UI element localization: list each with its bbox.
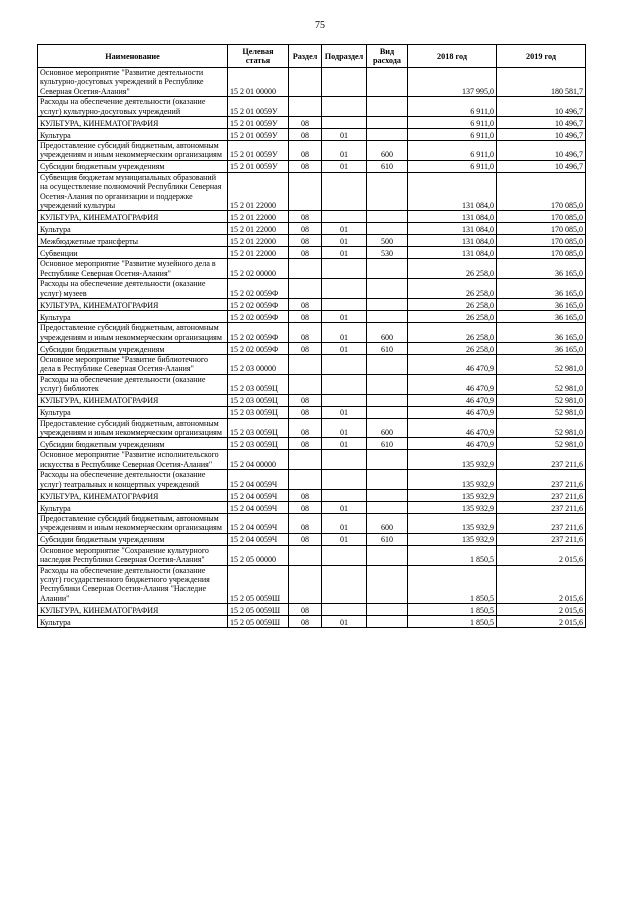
row-value-2018: 26 258,0: [408, 279, 497, 299]
row-value-2018: 135 932,9: [408, 501, 497, 513]
row-section: 08: [289, 247, 322, 259]
row-article: 15 2 03 0059Ц: [228, 406, 289, 418]
row-section: 08: [289, 342, 322, 354]
row-expense-type: 600: [367, 418, 408, 438]
table-row: [38, 247, 586, 259]
row-name: Субвенция бюджетам муниципальных образований на осуществление полномочий Республики Северная Осетия-Алания по организации и поддержке учреждений культуры: [38, 172, 228, 211]
row-value-2019: 10 496,7: [497, 117, 586, 129]
row-name: Основное мероприятие "Сохранение культурного наследия Республики Северная Осетия-Алания": [38, 545, 228, 565]
row-section: 08: [289, 489, 322, 501]
row-name: Основное мероприятие "Развитие библиотечного дела в Республике Северная Осетия-Алания": [38, 354, 228, 374]
row-subsection: [322, 489, 367, 501]
row-section: 08: [289, 141, 322, 161]
row-section: 08: [289, 406, 322, 418]
row-expense-type: 600: [367, 513, 408, 533]
table-row: [38, 311, 586, 323]
row-section: 08: [289, 418, 322, 438]
table-row: [38, 354, 586, 374]
table-row: [38, 533, 586, 545]
row-section: 08: [289, 616, 322, 628]
row-value-2018: 46 470,9: [408, 394, 497, 406]
table-row: [38, 545, 586, 565]
row-value-2018: 26 258,0: [408, 259, 497, 279]
row-value-2019: 237 211,6: [497, 513, 586, 533]
row-value-2019: 52 981,0: [497, 374, 586, 394]
row-section: 08: [289, 394, 322, 406]
row-article: 15 2 01 0059У: [228, 117, 289, 129]
table-row: [38, 513, 586, 533]
table-row: [38, 489, 586, 501]
row-section: 08: [289, 311, 322, 323]
row-expense-type: 600: [367, 323, 408, 343]
row-subsection: [322, 259, 367, 279]
row-subsection: [322, 394, 367, 406]
row-subsection: 01: [322, 616, 367, 628]
row-value-2018: 6 911,0: [408, 117, 497, 129]
header-row: [38, 45, 586, 68]
row-expense-type: 600: [367, 141, 408, 161]
row-section: 08: [289, 323, 322, 343]
row-section: [289, 354, 322, 374]
row-value-2019: 36 165,0: [497, 259, 586, 279]
table-row: [38, 279, 586, 299]
table-row: [38, 406, 586, 418]
row-value-2018: 131 084,0: [408, 247, 497, 259]
row-section: [289, 565, 322, 604]
row-section: [289, 470, 322, 490]
row-name: КУЛЬТУРА, КИНЕМАТОГРАФИЯ: [38, 211, 228, 223]
row-section: 08: [289, 235, 322, 247]
col-header-2018: 2018 год: [408, 45, 497, 68]
row-article: 15 2 02 0059Ф: [228, 323, 289, 343]
row-subsection: [322, 172, 367, 211]
row-section: [289, 68, 322, 97]
table-row: [38, 68, 586, 97]
row-expense-type: [367, 394, 408, 406]
row-name: Культура: [38, 616, 228, 628]
row-name: Субсидии бюджетным учреждениям: [38, 160, 228, 172]
row-expense-type: [367, 117, 408, 129]
row-article: 15 2 02 0059Ф: [228, 311, 289, 323]
row-expense-type: [367, 604, 408, 616]
row-expense-type: [367, 172, 408, 211]
row-article: 15 2 02 0059Ф: [228, 279, 289, 299]
row-name: Культура: [38, 501, 228, 513]
row-article: 15 2 01 22000: [228, 247, 289, 259]
row-subsection: [322, 68, 367, 97]
row-value-2019: 52 981,0: [497, 354, 586, 374]
row-subsection: 01: [322, 323, 367, 343]
table-row: [38, 374, 586, 394]
row-value-2019: 10 496,7: [497, 141, 586, 161]
row-expense-type: [367, 299, 408, 311]
row-expense-type: 610: [367, 533, 408, 545]
row-article: 15 2 01 0059У: [228, 97, 289, 117]
row-name: Культура: [38, 223, 228, 235]
row-section: [289, 172, 322, 211]
row-subsection: 01: [322, 342, 367, 354]
row-value-2019: 36 165,0: [497, 299, 586, 311]
row-value-2018: 6 911,0: [408, 141, 497, 161]
row-value-2019: 36 165,0: [497, 342, 586, 354]
row-expense-type: [367, 616, 408, 628]
row-article: 15 2 04 0059Ч: [228, 533, 289, 545]
row-expense-type: [367, 97, 408, 117]
row-name: Культура: [38, 129, 228, 141]
row-subsection: 01: [322, 235, 367, 247]
row-subsection: [322, 354, 367, 374]
row-value-2018: 6 911,0: [408, 160, 497, 172]
row-section: 08: [289, 513, 322, 533]
row-article: 15 2 01 22000: [228, 235, 289, 247]
page-number: 75: [315, 20, 325, 31]
row-article: 15 2 02 0059Ф: [228, 342, 289, 354]
row-expense-type: [367, 259, 408, 279]
row-article: 15 2 02 0059Ф: [228, 299, 289, 311]
row-value-2019: 170 085,0: [497, 235, 586, 247]
row-value-2019: 36 165,0: [497, 323, 586, 343]
row-subsection: [322, 279, 367, 299]
col-header-name: Наименование: [38, 45, 228, 68]
table-row: [38, 129, 586, 141]
row-value-2019: 36 165,0: [497, 311, 586, 323]
table-row: [38, 418, 586, 438]
row-value-2018: 135 932,9: [408, 513, 497, 533]
row-subsection: 01: [322, 513, 367, 533]
row-article: 15 2 01 22000: [228, 172, 289, 211]
row-article: 15 2 01 0059У: [228, 129, 289, 141]
row-subsection: 01: [322, 311, 367, 323]
row-value-2019: 52 981,0: [497, 418, 586, 438]
row-article: 15 2 01 00000: [228, 68, 289, 97]
row-subsection: [322, 450, 367, 470]
row-expense-type: [367, 545, 408, 565]
row-value-2018: 131 084,0: [408, 235, 497, 247]
row-subsection: [322, 97, 367, 117]
table-row: [38, 438, 586, 450]
row-value-2018: 46 470,9: [408, 418, 497, 438]
row-subsection: [322, 211, 367, 223]
table-row: [38, 223, 586, 235]
row-value-2018: 1 850,5: [408, 565, 497, 604]
row-section: [289, 279, 322, 299]
row-value-2019: 10 496,7: [497, 129, 586, 141]
row-name: КУЛЬТУРА, КИНЕМАТОГРАФИЯ: [38, 489, 228, 501]
row-value-2018: 135 932,9: [408, 470, 497, 490]
row-name: Предоставление субсидий бюджетным, автономным учреждениям и иным некоммерческим организациям: [38, 323, 228, 343]
col-header-expense-type: Вид расхода: [367, 45, 408, 68]
row-value-2018: 26 258,0: [408, 323, 497, 343]
row-name: Расходы на обеспечение деятельности (оказание услуг) государственного бюджетного учреждения Республики Северная Осетия-Алания "Наследие Алании": [38, 565, 228, 604]
row-value-2019: 36 165,0: [497, 279, 586, 299]
row-value-2018: 1 850,5: [408, 604, 497, 616]
table-row: [38, 604, 586, 616]
row-name: Расходы на обеспечение деятельности (оказание услуг) культурно-досуговых учреждений: [38, 97, 228, 117]
row-expense-type: [367, 311, 408, 323]
table-row: [38, 97, 586, 117]
table-row: [38, 117, 586, 129]
row-name: КУЛЬТУРА, КИНЕМАТОГРАФИЯ: [38, 394, 228, 406]
row-value-2019: 170 085,0: [497, 172, 586, 211]
row-expense-type: [367, 374, 408, 394]
row-name: Предоставление субсидий бюджетным, автономным учреждениям и иным некоммерческим организациям: [38, 141, 228, 161]
row-value-2018: 1 850,5: [408, 545, 497, 565]
row-value-2018: 26 258,0: [408, 311, 497, 323]
col-header-section: Раздел: [289, 45, 322, 68]
row-subsection: [322, 299, 367, 311]
row-subsection: 01: [322, 223, 367, 235]
row-subsection: 01: [322, 438, 367, 450]
row-article: 15 2 01 22000: [228, 211, 289, 223]
row-value-2018: 6 911,0: [408, 129, 497, 141]
row-value-2018: 1 850,5: [408, 616, 497, 628]
row-subsection: 01: [322, 129, 367, 141]
row-expense-type: 530: [367, 247, 408, 259]
row-value-2019: 52 981,0: [497, 438, 586, 450]
row-section: 08: [289, 533, 322, 545]
row-expense-type: [367, 489, 408, 501]
row-value-2019: 2 015,6: [497, 565, 586, 604]
row-value-2018: 46 470,9: [408, 354, 497, 374]
row-value-2019: 10 496,7: [497, 97, 586, 117]
row-expense-type: [367, 501, 408, 513]
row-article: 15 2 05 0059Ш: [228, 565, 289, 604]
row-expense-type: [367, 279, 408, 299]
row-expense-type: 610: [367, 160, 408, 172]
col-header-subsection: Подраздел: [322, 45, 367, 68]
budget-table: [37, 44, 586, 628]
col-header-article: Целевая статья: [228, 45, 289, 68]
row-value-2019: 237 211,6: [497, 501, 586, 513]
row-expense-type: [367, 223, 408, 235]
row-subsection: 01: [322, 533, 367, 545]
row-article: 15 2 05 0059Ш: [228, 616, 289, 628]
row-value-2019: 237 211,6: [497, 489, 586, 501]
table-row: [38, 450, 586, 470]
table-row: [38, 160, 586, 172]
row-expense-type: [367, 129, 408, 141]
row-value-2019: 52 981,0: [497, 406, 586, 418]
row-expense-type: [367, 565, 408, 604]
row-expense-type: [367, 211, 408, 223]
row-section: [289, 450, 322, 470]
row-subsection: [322, 604, 367, 616]
row-section: [289, 259, 322, 279]
table-row: [38, 211, 586, 223]
row-value-2018: 26 258,0: [408, 299, 497, 311]
row-value-2018: 6 911,0: [408, 97, 497, 117]
row-subsection: [322, 117, 367, 129]
row-article: 15 2 04 00000: [228, 450, 289, 470]
row-section: 08: [289, 438, 322, 450]
row-value-2019: 10 496,7: [497, 160, 586, 172]
row-article: 15 2 03 00000: [228, 354, 289, 374]
row-name: Расходы на обеспечение деятельности (оказание услуг) музеев: [38, 279, 228, 299]
row-article: 15 2 03 0059Ц: [228, 374, 289, 394]
row-section: 08: [289, 501, 322, 513]
row-subsection: [322, 565, 367, 604]
row-name: Основное мероприятие "Развитие исполнительского искусства в Республике Северная Осетия-Алания": [38, 450, 228, 470]
row-value-2019: 237 211,6: [497, 450, 586, 470]
row-expense-type: 610: [367, 342, 408, 354]
row-section: 08: [289, 117, 322, 129]
row-section: [289, 97, 322, 117]
row-value-2018: 135 932,9: [408, 489, 497, 501]
row-subsection: [322, 374, 367, 394]
row-name: КУЛЬТУРА, КИНЕМАТОГРАФИЯ: [38, 604, 228, 616]
row-article: 15 2 03 0059Ц: [228, 438, 289, 450]
row-value-2018: 131 084,0: [408, 211, 497, 223]
table-row: [38, 342, 586, 354]
row-name: Расходы на обеспечение деятельности (оказание услуг) театральных и концертных учреждений: [38, 470, 228, 490]
row-name: Субсидии бюджетным учреждениям: [38, 533, 228, 545]
table-row: [38, 172, 586, 211]
row-name: Культура: [38, 406, 228, 418]
row-expense-type: [367, 450, 408, 470]
row-subsection: 01: [322, 141, 367, 161]
row-subsection: 01: [322, 501, 367, 513]
row-value-2019: 170 085,0: [497, 223, 586, 235]
row-article: 15 2 01 0059У: [228, 141, 289, 161]
row-name: КУЛЬТУРА, КИНЕМАТОГРАФИЯ: [38, 117, 228, 129]
row-expense-type: [367, 470, 408, 490]
row-article: 15 2 01 22000: [228, 223, 289, 235]
row-value-2019: 2 015,6: [497, 545, 586, 565]
row-article: 15 2 03 0059Ц: [228, 418, 289, 438]
row-value-2019: 170 085,0: [497, 211, 586, 223]
row-subsection: 01: [322, 160, 367, 172]
row-section: 08: [289, 604, 322, 616]
row-expense-type: [367, 68, 408, 97]
row-value-2019: 237 211,6: [497, 470, 586, 490]
row-expense-type: 500: [367, 235, 408, 247]
table-body: [38, 68, 586, 628]
table-row: [38, 323, 586, 343]
row-section: [289, 374, 322, 394]
table-row: [38, 394, 586, 406]
row-value-2018: 46 470,9: [408, 406, 497, 418]
row-article: 15 2 03 0059Ц: [228, 394, 289, 406]
row-subsection: 01: [322, 418, 367, 438]
row-expense-type: 610: [367, 438, 408, 450]
row-subsection: [322, 545, 367, 565]
row-expense-type: [367, 354, 408, 374]
row-section: [289, 545, 322, 565]
table-row: [38, 470, 586, 490]
row-value-2018: 46 470,9: [408, 438, 497, 450]
row-value-2018: 135 932,9: [408, 450, 497, 470]
row-subsection: [322, 470, 367, 490]
table-row: [38, 299, 586, 311]
row-article: 15 2 04 0059Ч: [228, 489, 289, 501]
table-row: [38, 259, 586, 279]
row-name: Основное мероприятие "Развитие деятельности культурно-досуговых учреждений в Республике Северная Осетия-Алания": [38, 68, 228, 97]
row-subsection: 01: [322, 406, 367, 418]
row-value-2019: 2 015,6: [497, 604, 586, 616]
table-row: [38, 141, 586, 161]
row-name: Субвенции: [38, 247, 228, 259]
row-section: 08: [289, 129, 322, 141]
row-article: 15 2 01 0059У: [228, 160, 289, 172]
table-row: [38, 616, 586, 628]
row-section: 08: [289, 160, 322, 172]
row-subsection: 01: [322, 247, 367, 259]
row-article: 15 2 04 0059Ч: [228, 470, 289, 490]
row-value-2019: 52 981,0: [497, 394, 586, 406]
row-name: Предоставление субсидий бюджетным, автономным учреждениям и иным некоммерческим организациям: [38, 418, 228, 438]
row-name: Расходы на обеспечение деятельности (оказание услуг) библиотек: [38, 374, 228, 394]
row-name: КУЛЬТУРА, КИНЕМАТОГРАФИЯ: [38, 299, 228, 311]
col-header-2019: 2019 год: [497, 45, 586, 68]
row-article: 15 2 05 0059Ш: [228, 604, 289, 616]
row-name: Культура: [38, 311, 228, 323]
row-name: Субсидии бюджетным учреждениям: [38, 438, 228, 450]
row-value-2018: 46 470,9: [408, 374, 497, 394]
row-section: 08: [289, 299, 322, 311]
row-value-2018: 135 932,9: [408, 533, 497, 545]
row-article: 15 2 05 00000: [228, 545, 289, 565]
table-row: [38, 235, 586, 247]
row-section: 08: [289, 211, 322, 223]
row-expense-type: [367, 406, 408, 418]
row-value-2018: 131 084,0: [408, 223, 497, 235]
row-article: 15 2 04 0059Ч: [228, 501, 289, 513]
row-name: Субсидии бюджетным учреждениям: [38, 342, 228, 354]
row-name: Предоставление субсидий бюджетным, автономным учреждениям и иным некоммерческим организациям: [38, 513, 228, 533]
row-value-2019: 2 015,6: [497, 616, 586, 628]
row-value-2018: 137 995,0: [408, 68, 497, 97]
row-value-2018: 26 258,0: [408, 342, 497, 354]
row-name: Межбюджетные трансферты: [38, 235, 228, 247]
row-value-2019: 237 211,6: [497, 533, 586, 545]
row-value-2018: 131 084,0: [408, 172, 497, 211]
row-value-2019: 180 581,7: [497, 68, 586, 97]
row-value-2019: 170 085,0: [497, 247, 586, 259]
row-section: 08: [289, 223, 322, 235]
row-article: 15 2 02 00000: [228, 259, 289, 279]
row-article: 15 2 04 0059Ч: [228, 513, 289, 533]
table-row: [38, 501, 586, 513]
row-name: Основное мероприятие "Развитие музейного дела в Республике Северная Осетия-Алания": [38, 259, 228, 279]
table-row: [38, 565, 586, 604]
